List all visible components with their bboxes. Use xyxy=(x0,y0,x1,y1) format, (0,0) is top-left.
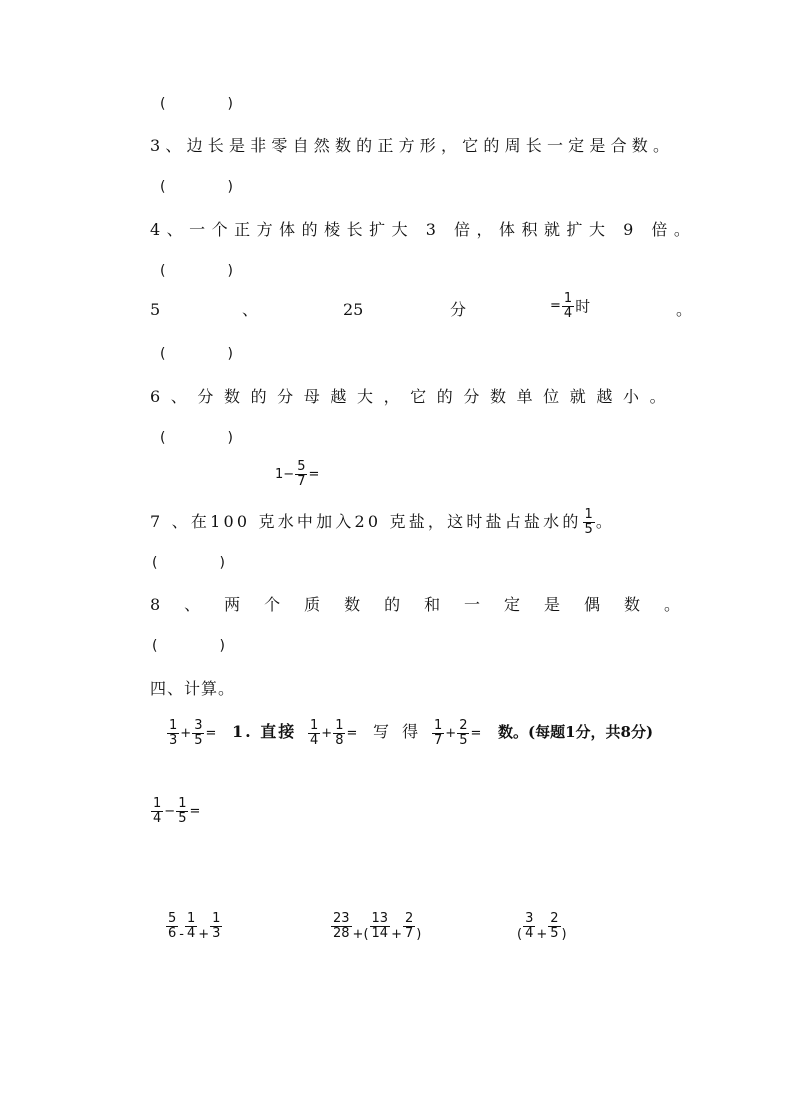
question-8-word: 的 xyxy=(384,595,401,614)
question-8-word: 偶 xyxy=(584,595,601,614)
section-title: 四、计算。 xyxy=(150,679,236,698)
question-8-number: 8 xyxy=(150,595,161,614)
expr-1-3-plus-3-5: $\frac{1}{3}$ + $\frac{3}{5}$ = xyxy=(169,718,217,748)
question-8-words xyxy=(150,595,680,615)
question-8-word: 质 xyxy=(304,595,321,614)
question-3: 3、边长是非零自然数的正方形，它的周长一定是合数。 xyxy=(150,136,675,155)
stray-expression: 1− $\frac{5}{7}$ = xyxy=(275,459,320,489)
question-8-word: 、 xyxy=(184,595,201,614)
answer-parentheses: ( ) xyxy=(152,555,225,571)
expr-1-7-plus-2-5: $\frac{1}{7}$ + $\frac{2}{5}$ = xyxy=(434,718,482,748)
direct-label: 1. 直接 xyxy=(232,722,297,741)
direct-tail: 数。(每题1分，共8分) xyxy=(498,723,654,741)
answer-parentheses: ( ) xyxy=(152,638,225,654)
answer-parentheses: ( ) xyxy=(160,179,233,195)
question-8-word: 数 xyxy=(344,595,361,614)
answer-parentheses: ( ) xyxy=(160,96,233,112)
question-8-word: 个 xyxy=(264,595,281,614)
question-8-word: 一 xyxy=(464,595,481,614)
direct-mid: 写 得 xyxy=(373,722,423,741)
fraction-quarter-hour: = $\frac{1}{4}$ 时 xyxy=(550,291,591,321)
question-8-word: 两 xyxy=(224,595,241,614)
answer-parentheses: ( ) xyxy=(160,430,233,446)
question-8-word: 和 xyxy=(424,595,441,614)
bottom-expr-3: $_($ $\frac{3}{4}$ $_+$ $\frac{2}{5}$ $_)$ xyxy=(517,911,567,942)
expr-1-4-minus-1-5: $\frac{1}{4}$ − $\frac{1}{5}$ = xyxy=(153,796,201,826)
question-8-word: 定 xyxy=(504,595,521,614)
question-8 xyxy=(150,595,680,615)
answer-parentheses: ( ) xyxy=(160,346,233,362)
question-8-word: 是 xyxy=(544,595,561,614)
question-7: 7 、在100 克水中加入20 克盐，这时盐占盐水的 $\frac{1}{5}$ 。 xyxy=(150,507,616,537)
question-6: 6、分数的分母越大，它的分数单位就越小。 xyxy=(150,387,677,406)
expr-1-4-plus-1-8: $\frac{1}{4}$ + $\frac{1}{8}$ = xyxy=(310,718,358,748)
question-8-word: 数 xyxy=(623,595,640,614)
question-8-word: 。 xyxy=(663,595,680,614)
answer-parentheses: ( ) xyxy=(160,263,233,279)
question-5: 5 、 25 分 = $\frac{1}{4}$ 时 。 xyxy=(150,291,693,321)
bottom-expr-1: $\frac{5}{6}$ $_-$ $\frac{1}{4}$ $_+$ $\frac{1}{3}$ xyxy=(168,911,221,942)
question-4: 4、一个正方体的棱长扩大 3 倍，体积就扩大 9 倍。 xyxy=(150,220,697,239)
bottom-expr-2: $\frac{23}{28}$ $_{+(}$ $\frac{13}{14}$ $_+$ $\frac{2}{7}$ $_)$ xyxy=(333,911,422,942)
